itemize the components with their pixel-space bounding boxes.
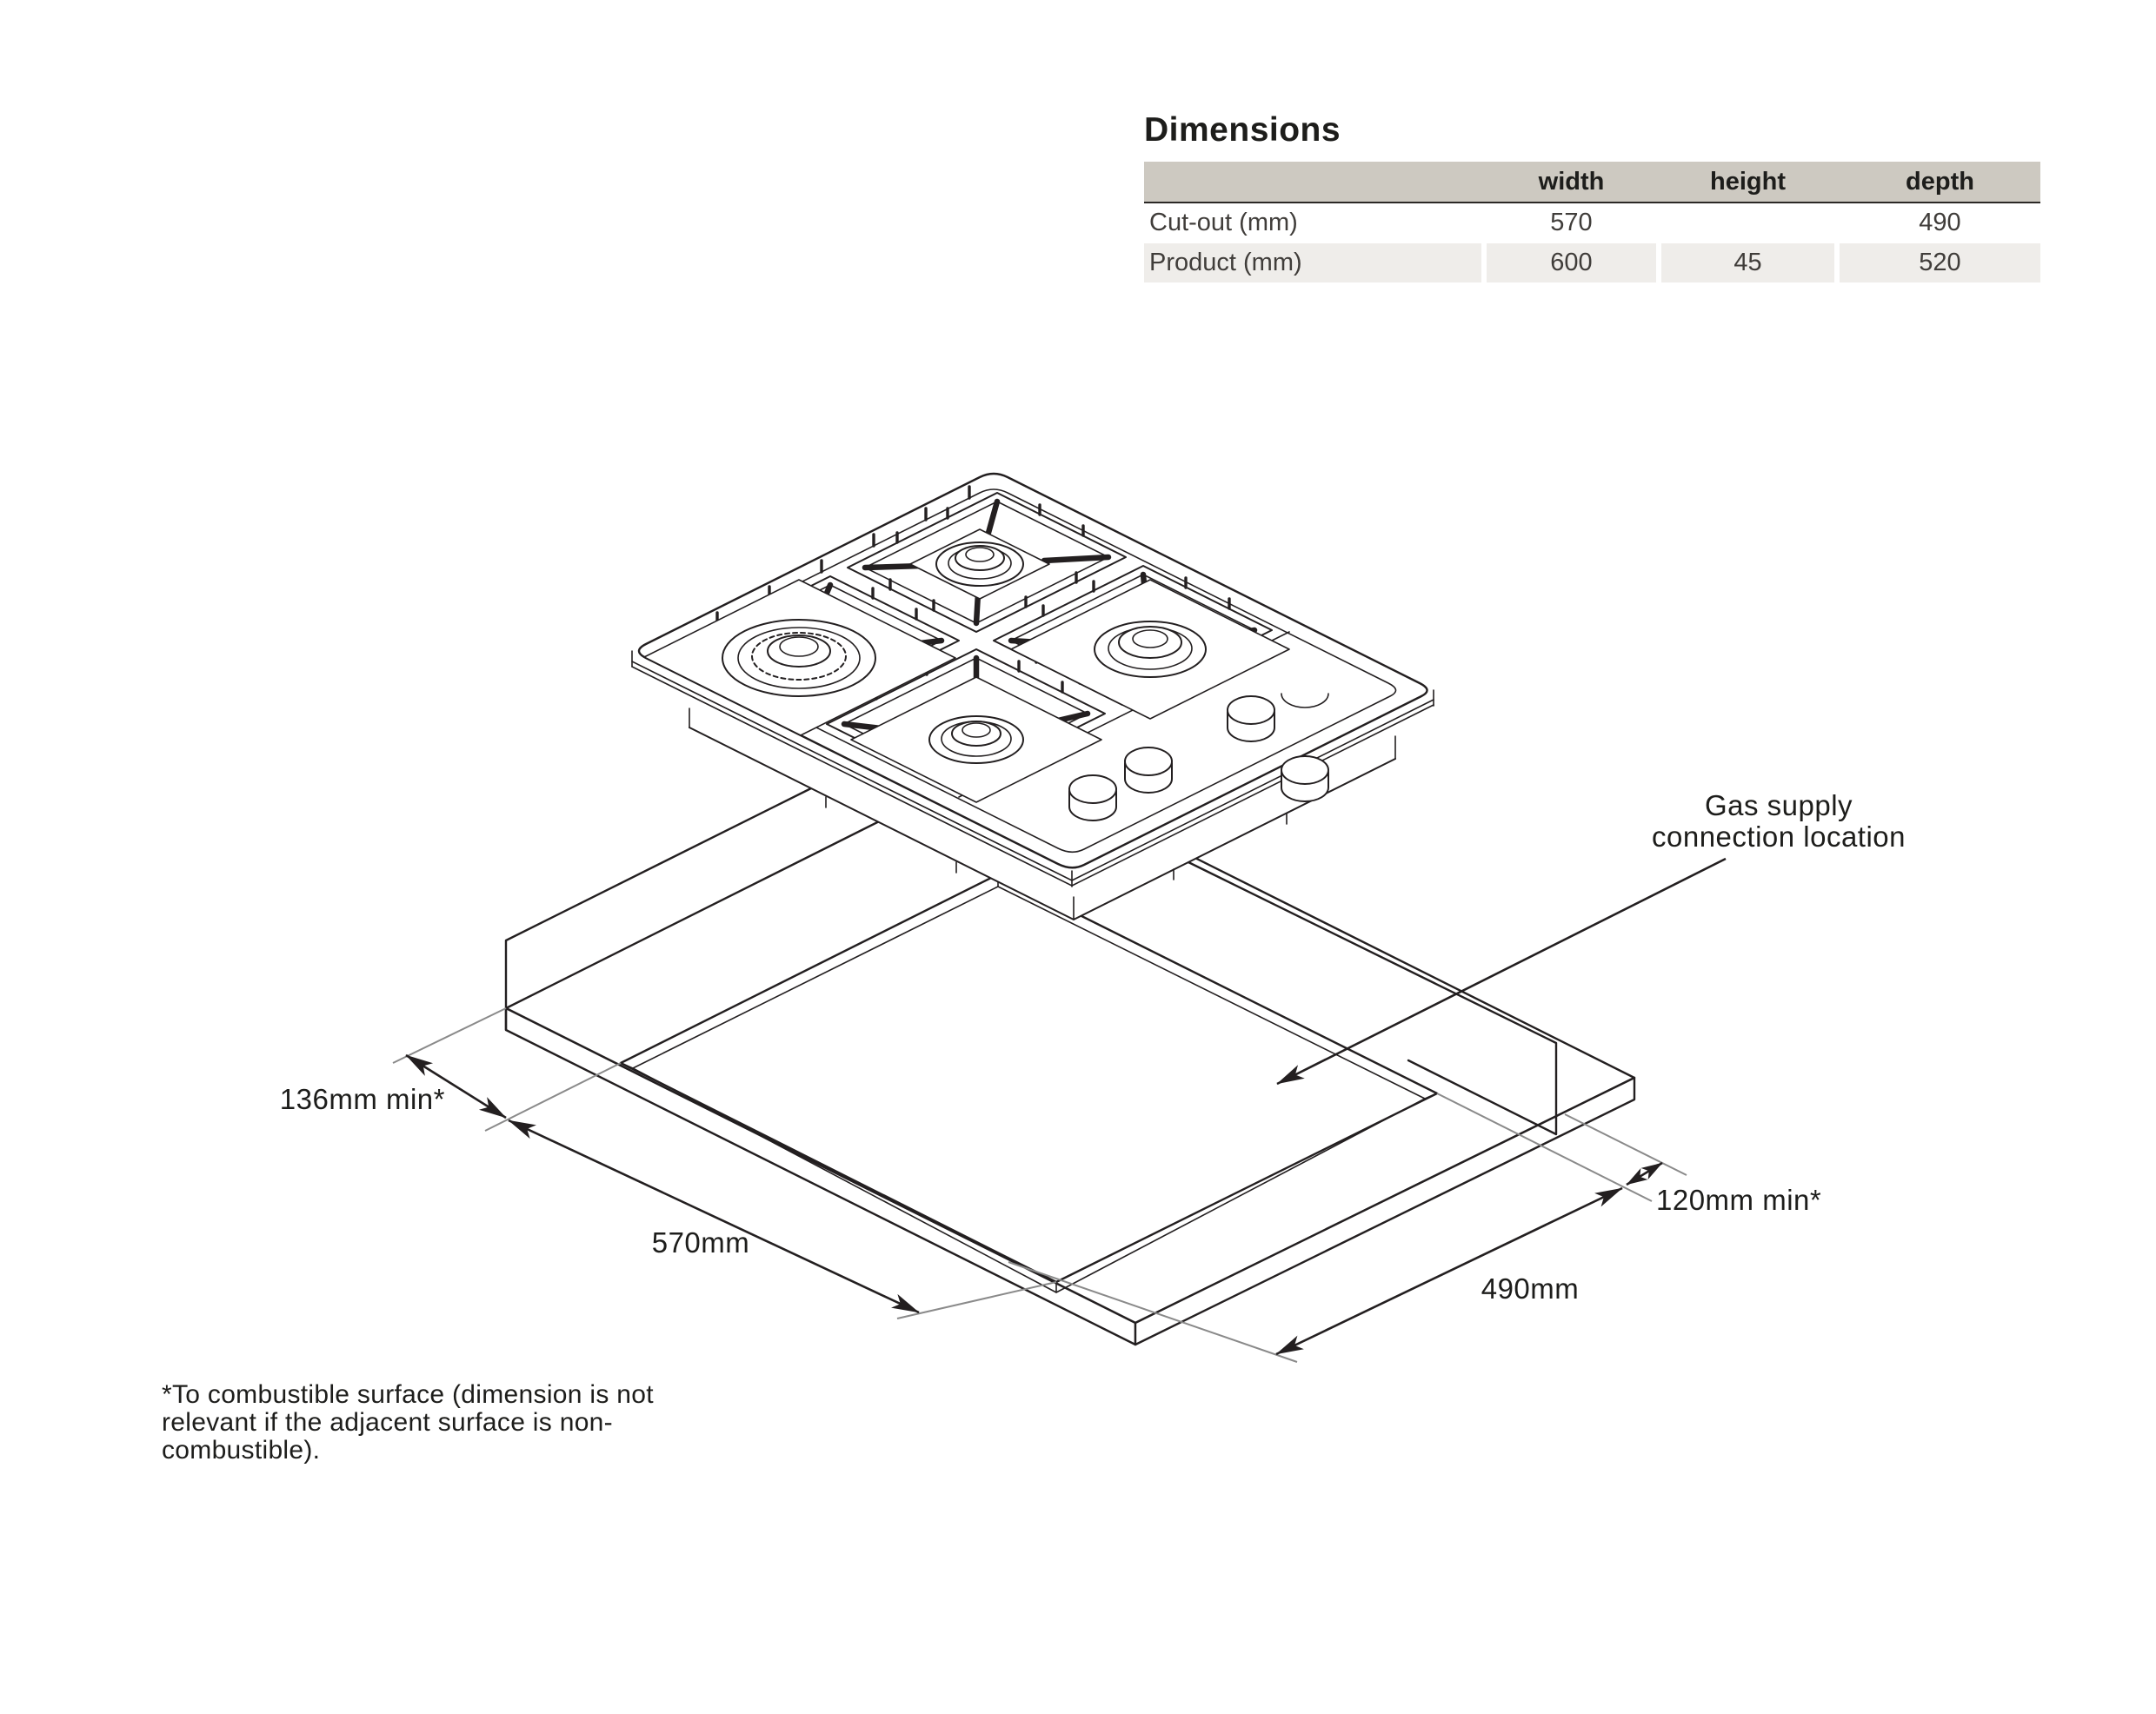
cutout-width-value: 570	[1550, 209, 1593, 236]
dimensions-title: Dimensions	[1144, 111, 1341, 149]
ext-line-counter-left	[393, 1008, 506, 1063]
cooktop	[632, 474, 1434, 920]
footnote-line-2: relevant if the adjacent surface is non-	[162, 1408, 613, 1437]
product-height-value: 45	[1661, 243, 1834, 282]
footnote-line-3: combustible).	[162, 1436, 321, 1465]
ext-line-cutout-front-a	[897, 1282, 1056, 1319]
table-header-depth: depth	[1906, 168, 1974, 196]
label-gas-supply-line2: connection location	[1651, 820, 1906, 853]
dim-line-120mm	[1627, 1163, 1662, 1185]
label-gas-supply-line1: Gas supply	[1704, 789, 1853, 821]
label-120mm-min: 120mm min*	[1656, 1184, 1822, 1216]
footnote-line-1: *To combustible surface (dimension is not	[162, 1380, 654, 1409]
label-490mm: 490mm	[1481, 1272, 1580, 1305]
label-136mm-min: 136mm min*	[279, 1083, 445, 1115]
label-570mm: 570mm	[651, 1226, 750, 1259]
product-row-label: Product (mm)	[1144, 243, 1481, 282]
ext-line-cutout-left	[485, 1063, 621, 1131]
knob-4	[1069, 775, 1116, 820]
table-header-height: height	[1710, 168, 1786, 196]
product-width-value: 600	[1487, 243, 1656, 282]
knob-2	[1228, 696, 1274, 741]
cutout-depth-value: 490	[1919, 209, 1961, 236]
table-header-width: width	[1538, 168, 1605, 196]
cutout-row-label: Cut-out (mm)	[1149, 209, 1298, 236]
knob-3	[1125, 747, 1172, 793]
footnote	[162, 1381, 735, 1465]
product-depth-value: 520	[1840, 243, 2040, 282]
